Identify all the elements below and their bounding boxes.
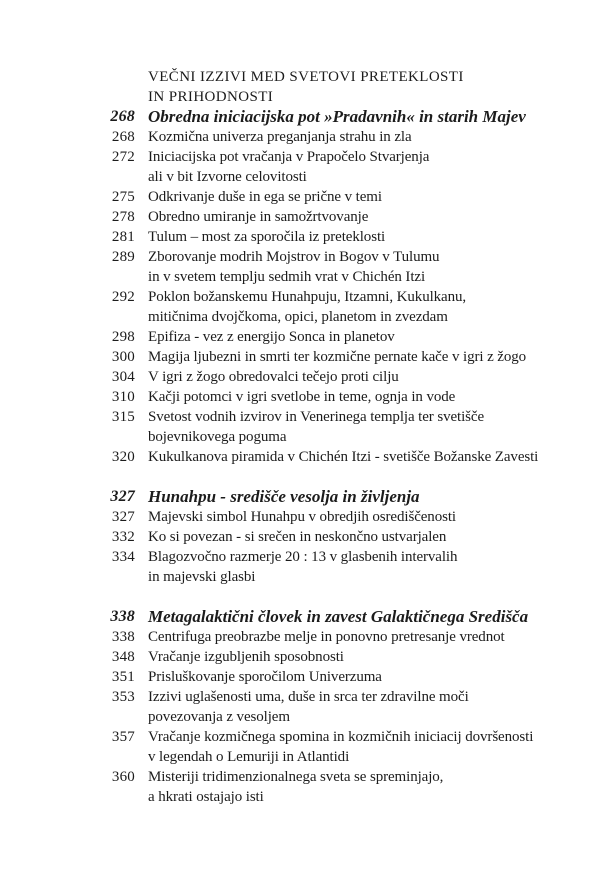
toc-entry: [0, 247, 611, 287]
entry-title: [148, 367, 611, 387]
entry-page-number: 304: [111, 369, 135, 385]
section-title: Metagalaktični človek in zavest Galaktičnega Središča: [148, 607, 529, 626]
entry-page-number: 268: [111, 129, 135, 145]
entry-title: [148, 627, 611, 647]
toc-section-entries: [0, 127, 611, 467]
toc-section-entries: [0, 627, 611, 807]
toc-entry: [0, 287, 611, 327]
entry-page-number: 360: [111, 769, 135, 785]
entry-title: [148, 447, 611, 467]
entry-line: Kačji potomci v igri svetlobe in teme, ognja in vode: [148, 389, 456, 405]
entry-page-number: 338: [111, 629, 135, 645]
entry-title: [148, 287, 611, 327]
toc-entry: [0, 667, 611, 687]
entry-title: [148, 687, 611, 727]
entry-line: Blagozvočno razmerje 20 : 13 v glasbenih intervalih: [148, 549, 458, 565]
toc-entry: [0, 507, 611, 527]
entry-page-number: 332: [111, 529, 135, 545]
entry-page-number: 353: [111, 689, 135, 705]
entry-line: Majevski simbol Hunahpu v obredjih osrediščenosti: [148, 509, 456, 525]
toc-entry: [0, 527, 611, 547]
entry-page-number: 292: [111, 289, 135, 305]
entry-page-number: 351: [111, 669, 135, 685]
entry-line: V igri z žogo obredovalci tečejo proti cilju: [148, 369, 399, 385]
entry-title: [148, 127, 611, 147]
entry-page-number: 272: [111, 149, 135, 165]
entry-page-number: 310: [111, 389, 135, 405]
toc-entry: [0, 387, 611, 407]
toc-section-heading: [0, 487, 611, 507]
toc-entry: [0, 227, 611, 247]
part-title: [0, 67, 611, 107]
entry-page-number: 275: [111, 189, 135, 205]
entry-title: [148, 227, 611, 247]
entry-line: bojevnikovega poguma: [148, 429, 287, 445]
entry-page-number: 334: [111, 549, 135, 565]
entry-line: Odkrivanje duše in ega se prične v temi: [148, 189, 382, 205]
entry-title: [148, 247, 611, 287]
toc-entry: [0, 187, 611, 207]
entry-page-number: 278: [111, 209, 135, 225]
entry-title: [148, 767, 611, 807]
entry-title: [148, 187, 611, 207]
entry-line: Obredno umiranje in samožrtvovanje: [148, 209, 369, 225]
toc-sections: [0, 107, 611, 807]
part-title-lines: [148, 67, 611, 107]
entry-page-number: 315: [111, 409, 135, 425]
entry-page-number: 327: [111, 509, 135, 525]
toc-section-heading: [0, 607, 611, 627]
entry-title: [148, 207, 611, 227]
toc-entry: [0, 127, 611, 147]
entry-title: [148, 347, 611, 367]
entry-line: in v svetem templju sedmih vrat v Chichén Itzi: [148, 269, 426, 285]
entry-line: Poklon božanskemu Hunahpuju, Itzamni, Kukulkanu,: [148, 289, 467, 305]
toc-section: [0, 107, 611, 467]
entry-line: povezovanja z vesoljem: [148, 709, 290, 725]
entry-line: Kukulkanova piramida v Chichén Itzi - svetišče Božanske Zavesti: [148, 449, 539, 465]
entry-line: Iniciacijska pot vračanja v Prapočelo Stvarjenja: [148, 149, 430, 165]
entry-title: [148, 327, 611, 347]
entry-page-number: 320: [111, 449, 135, 465]
toc-entry: [0, 347, 611, 367]
section-title: Hunahpu - središče vesolja in življenja: [148, 487, 420, 506]
toc-entry: [0, 207, 611, 227]
toc-section-heading: [0, 107, 611, 127]
toc-entry: [0, 767, 611, 807]
entry-line: Magija ljubezni in smrti ter kozmične pernate kače v igri z žogo: [148, 349, 527, 365]
toc-entry: [0, 687, 611, 727]
entry-title: [148, 507, 611, 527]
toc-entry: [0, 547, 611, 587]
entry-line: Tulum – most za sporočila iz preteklosti: [148, 229, 386, 245]
part-title-number-spacer: [98, 67, 135, 107]
entry-line: Svetost vodnih izvirov in Venerinega templja ter svetišče: [148, 409, 485, 425]
entry-line: Izzivi uglašenosti uma, duše in srca ter zdravilne moči: [148, 689, 469, 705]
entry-title: [148, 387, 611, 407]
entry-title: [148, 147, 611, 187]
toc-entry: [0, 327, 611, 347]
entry-line: in majevski glasbi: [148, 569, 256, 585]
entry-line: ali v bit Izvorne celovitosti: [148, 169, 307, 185]
part-title-line: IN PRIHODNOSTI: [148, 89, 274, 105]
entry-line: Centrifuga preobrazbe melje in ponovno pretresanje vrednot: [148, 629, 505, 645]
toc-entry: [0, 727, 611, 767]
toc-entry: [0, 147, 611, 187]
toc-section: [0, 487, 611, 587]
entry-page-number: 300: [111, 349, 135, 365]
toc-entry: [0, 647, 611, 667]
section-page-number: 327: [110, 488, 135, 505]
section-page-number: 338: [110, 608, 135, 625]
toc-section-entries: [0, 507, 611, 587]
toc-entry: [0, 407, 611, 447]
table-of-contents: [0, 67, 611, 807]
entry-line: Ko si povezan - si srečen in neskončno ustvarjalen: [148, 529, 447, 545]
part-title-line: VEČNI IZZIVI MED SVETOVI PRETEKLOSTI: [148, 69, 464, 85]
entry-line: a hkrati ostajajo isti: [148, 789, 264, 805]
entry-line: Epifiza - vez z energijo Sonca in planetov: [148, 329, 395, 345]
entry-title: [148, 727, 611, 767]
entry-line: Vračanje kozmičnega spomina in kozmičnih iniciacij dovršenosti: [148, 729, 534, 745]
entry-title: [148, 407, 611, 447]
entry-title: [148, 667, 611, 687]
entry-line: Vračanje izgubljenih sposobnosti: [148, 649, 344, 665]
toc-entry: [0, 447, 611, 467]
entry-page-number: 289: [111, 249, 135, 265]
toc-section: [0, 607, 611, 807]
toc-entry: [0, 627, 611, 647]
entry-line: Prisluškovanje sporočilom Univerzuma: [148, 669, 382, 685]
entry-line: Zborovanje modrih Mojstrov in Bogov v Tulumu: [148, 249, 440, 265]
entry-page-number: 281: [111, 229, 135, 245]
entry-title: [148, 527, 611, 547]
entry-page-number: 348: [111, 649, 135, 665]
toc-entry: [0, 367, 611, 387]
entry-page-number: 357: [111, 729, 135, 745]
entry-title: [148, 647, 611, 667]
entry-line: Misteriji tridimenzionalnega sveta se spreminjajo,: [148, 769, 444, 785]
entry-page-number: 298: [111, 329, 135, 345]
entry-line: v legendah o Lemuriji in Atlantidi: [148, 749, 350, 765]
entry-line: Kozmična univerza preganjanja strahu in zla: [148, 129, 412, 145]
entry-line: mitičnima dvojčkoma, opici, planetom in zvezdam: [148, 309, 448, 325]
section-title: Obredna iniciacijska pot »Pradavnih« in starih Majev: [148, 107, 526, 126]
section-page-number: 268: [110, 108, 135, 125]
entry-title: [148, 547, 611, 587]
